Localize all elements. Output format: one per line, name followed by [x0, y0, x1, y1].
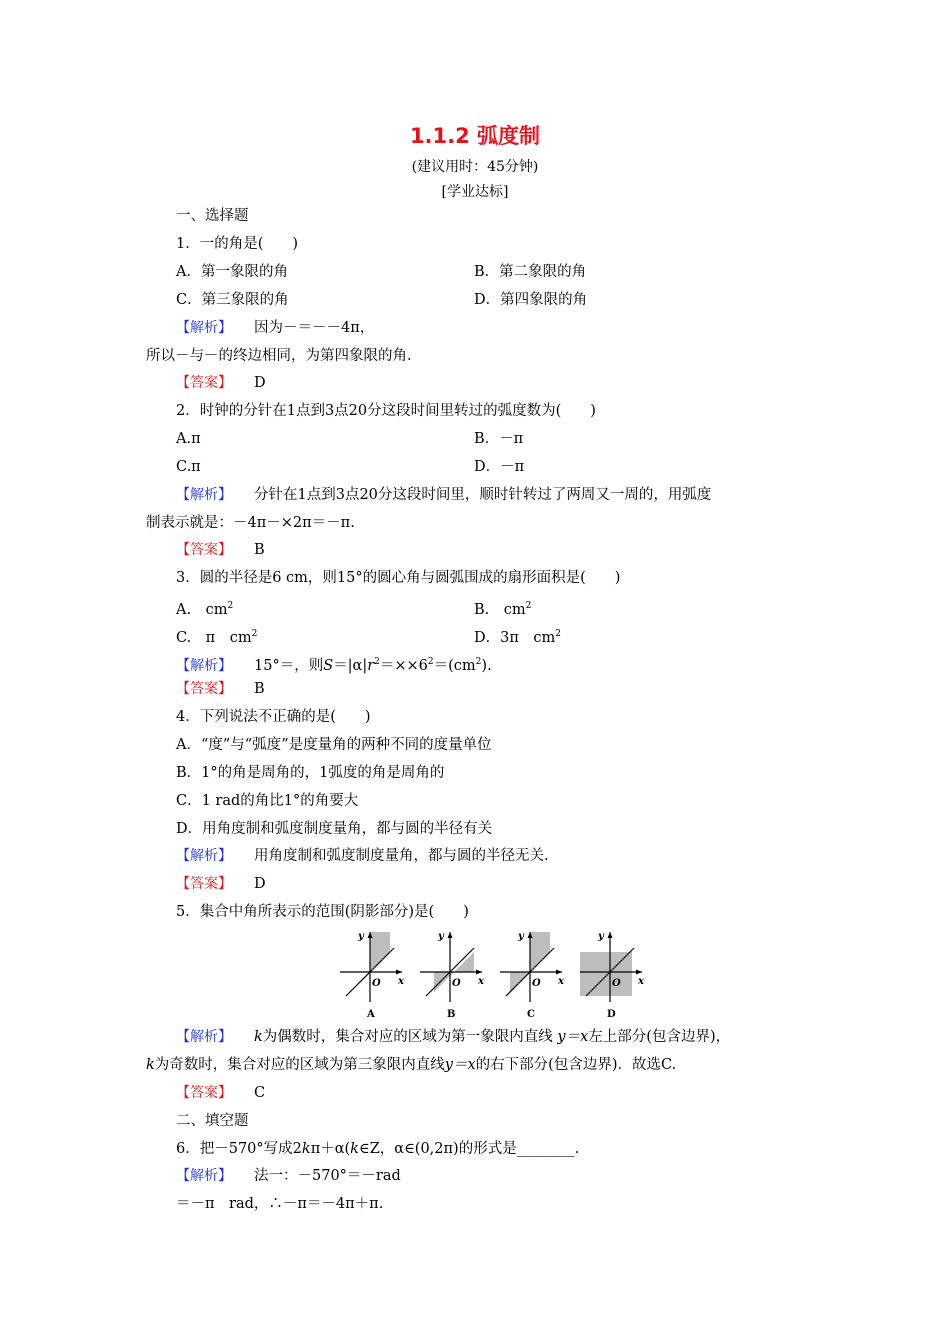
q1-answer	[176, 373, 266, 393]
figure-a	[340, 931, 405, 1020]
explanation-tag: 【解析】	[176, 657, 232, 674]
q1-explanation-text: 因为－＝－－4π，	[254, 320, 375, 336]
q5-answer	[176, 1083, 265, 1103]
explanation-tag: 【解析】	[176, 1029, 232, 1045]
q3-explanation-part: r	[367, 657, 375, 674]
answer-tag: 【答案】	[176, 876, 232, 892]
origin-label: O	[532, 978, 541, 989]
q3-option-c	[176, 624, 257, 648]
q3-answer-value: B	[254, 681, 265, 697]
q3-explanation-part: S	[323, 657, 334, 674]
q2-option-b: B．－π	[474, 431, 524, 447]
page-title: 1.1.2 弧度制	[409, 124, 541, 148]
q1-option-b: B．第二象限的角	[474, 264, 587, 280]
explanation-tag: 【解析】	[176, 487, 232, 503]
q5-explanation-part: k	[254, 1029, 263, 1045]
q1-stem: 1．一的角是( )	[176, 236, 299, 252]
q3-explanation	[176, 652, 492, 676]
q2-option-c: C.π	[176, 459, 201, 475]
q6-stem-part: k	[350, 1141, 359, 1157]
q4-option-c: C．1 rad的角比1°的角要大	[176, 793, 359, 809]
q6-stem	[176, 1139, 579, 1159]
figure-label: D	[607, 1009, 616, 1020]
q6-stem-part: k	[301, 1141, 311, 1157]
q4-stem: 4．下列说法不正确的是( )	[176, 709, 371, 725]
q3-answer	[176, 679, 265, 699]
q5-answer-value: C	[254, 1085, 266, 1101]
q3-explanation-part: ＝|α|	[333, 657, 368, 674]
q1-option-a: A．第一象限的角	[176, 264, 288, 280]
q3-option-c-text: C. π cm	[176, 629, 252, 646]
explanation-tag: 【解析】	[176, 1168, 232, 1184]
q3-stem: 3．圆的半径是6 cm，则15°的圆心角与圆弧围成的扇形面积是( )	[176, 570, 621, 586]
q6-explanation-text: 法一：－570°＝－rad	[254, 1168, 401, 1184]
q4-explanation-text: 用角度制和弧度制度量角，都与圆的半径无关.	[254, 848, 549, 864]
figure-label: B	[447, 1009, 456, 1020]
superscript: 2	[525, 601, 532, 611]
level-label: [学业达标]	[441, 184, 509, 200]
q4-explanation	[176, 846, 549, 866]
q2-stem: 2．时钟的分针在1点到3点20分这段时间里转过的弧度数为( )	[176, 403, 596, 419]
axis-x-label: x	[558, 976, 564, 987]
q2-option-d: D．－π	[474, 459, 525, 475]
q2-explanation	[176, 485, 711, 505]
q5-explanation-line2	[146, 1055, 676, 1075]
figure-c	[500, 931, 565, 1020]
answer-tag: 【答案】	[176, 1085, 232, 1101]
q4-option-b: B．1°的角是周角的，1弧度的角是周角的	[176, 765, 445, 781]
q6-explanation	[176, 1166, 401, 1186]
axis-y-label: y	[598, 931, 604, 942]
axis-y-label: y	[358, 931, 364, 942]
q3-explanation-part: ＝××6	[379, 657, 428, 674]
q3-option-a-text: A. cm	[176, 601, 228, 618]
q5-stem: 5．集合中角所表示的范围(阴影部分)是( )	[176, 904, 469, 920]
explanation-tag: 【解析】	[176, 320, 232, 336]
q5-explanation-part: 的右下部分(包含边界)．故选C.	[475, 1057, 677, 1073]
q2-answer	[176, 540, 265, 560]
origin-label: O	[612, 978, 621, 989]
figure-d	[580, 931, 645, 1020]
superscript: 2	[227, 601, 234, 611]
q5-explanation-part: y＝x	[444, 1057, 476, 1073]
q3-explanation-part: 15°＝，则	[254, 657, 324, 674]
figure-b	[420, 931, 485, 1020]
axis-y-label: y	[518, 931, 524, 942]
superscript: 2	[555, 629, 561, 639]
q4-answer	[176, 874, 266, 894]
origin-label: O	[372, 978, 381, 989]
q1-option-c: C．第三象限的角	[176, 292, 289, 308]
explanation-tag: 【解析】	[176, 848, 232, 864]
time-note: (建议用时：45分钟)	[411, 159, 539, 175]
q6-stem-part: ∈Z，α∈(0,2π)的形式是________.	[358, 1141, 580, 1157]
q3-option-d	[474, 624, 561, 648]
q3-explanation-part: ＝(cm	[433, 657, 476, 674]
q5-explanation-part: k	[146, 1057, 155, 1073]
q1-option-d: D．第四象限的角	[474, 292, 588, 308]
section-choice-heading: 一、选择题	[176, 208, 249, 224]
superscript: 2	[475, 657, 482, 667]
q6-stem-part: 6．把－570°写成2	[176, 1141, 302, 1157]
q4-option-a: A．“度”与“弧度”是度量角的两种不同的度量单位	[176, 737, 492, 753]
section-fill-heading: 二、填空题	[176, 1113, 249, 1129]
q3-option-b-text: B. cm	[474, 601, 526, 618]
axis-y-label: y	[438, 931, 444, 942]
q4-option-d: D．用角度制和弧度制度量角，都与圆的半径有关	[176, 821, 493, 837]
q5-explanation-part: y＝x	[557, 1029, 589, 1045]
superscript: 2	[427, 657, 434, 667]
q3-option-a	[176, 596, 233, 620]
q3-option-b	[474, 596, 531, 620]
q1-explanation-line2: 所以－与－的终边相同，为第四象限的角.	[146, 348, 412, 364]
axis-x-label: x	[478, 976, 484, 987]
q5-explanation-part: 为奇数时，集合对应的区域为第三象限内直线	[154, 1057, 445, 1073]
origin-label: O	[452, 978, 461, 989]
q1-answer-value: D	[254, 375, 266, 391]
q5-option-figures	[334, 926, 654, 1020]
q6-stem-part: π＋α(	[310, 1141, 351, 1157]
figure-label: A	[367, 1009, 375, 1020]
q2-option-a: A.π	[176, 431, 201, 447]
q5-explanation-part: 为偶数时，集合对应的区域为第一象限内直线	[262, 1029, 553, 1045]
q4-answer-value: D	[254, 876, 266, 892]
answer-tag: 【答案】	[176, 375, 232, 391]
axis-x-label: x	[398, 976, 404, 987]
answer-tag: 【答案】	[176, 542, 232, 558]
q3-explanation-part: ).	[481, 657, 492, 674]
answer-tag: 【答案】	[176, 681, 232, 697]
q3-option-d-text: D．3π cm	[474, 629, 556, 646]
q5-explanation-part: 左上部分(包含边界)，	[588, 1029, 731, 1045]
q6-explanation-line2: ＝－π rad，∴－π＝－4π＋π.	[176, 1196, 384, 1212]
axis-x-label: x	[638, 976, 644, 987]
q2-explanation-line2: 制表示就是：－4π－×2π＝－π.	[146, 515, 355, 531]
q2-explanation-text: 分针在1点到3点20分这段时间里，顺时针转过了两周又一周的，用弧度	[254, 487, 712, 503]
figure-label: C	[527, 1009, 535, 1020]
superscript: 2	[251, 629, 258, 639]
q2-answer-value: B	[254, 542, 265, 558]
superscript: 2	[374, 657, 380, 667]
q5-explanation	[176, 1027, 730, 1047]
q1-explanation	[176, 318, 374, 338]
